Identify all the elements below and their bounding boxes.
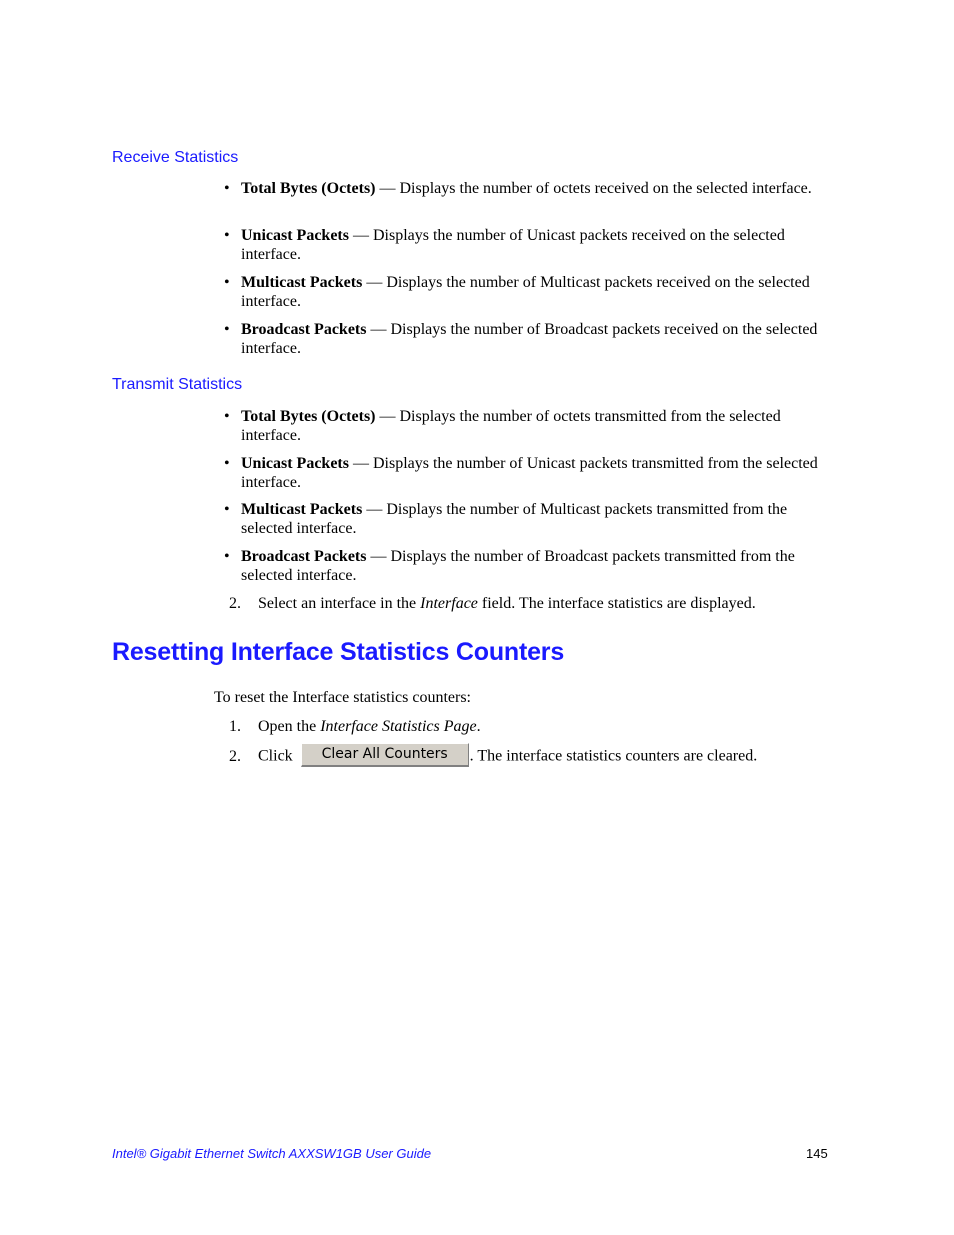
interface-statistics-page-reference: Interface Statistics Page bbox=[320, 718, 477, 735]
step-click-clear: 2. Click Clear All Counters . The interface statistics counters are cleared. bbox=[229, 745, 757, 769]
item-description: — Displays the number of Broadcast packets received on the selected interface. bbox=[241, 321, 818, 357]
item-term: Total Bytes (Octets) bbox=[241, 408, 376, 425]
item-term: Unicast Packets bbox=[241, 227, 349, 244]
item-description: — Displays the number of Broadcast packets transmitted from the selected interface. bbox=[241, 548, 795, 584]
item-term: Broadcast Packets bbox=[241, 548, 367, 565]
step-select-interface: 2. Select an interface in the Interface field. The interface statistics are displayed. bbox=[229, 595, 756, 612]
resetting-counters-heading: Resetting Interface Statistics Counters bbox=[112, 638, 565, 666]
receive-statistics-heading: Receive Statistics bbox=[112, 149, 239, 166]
step-number: 2. bbox=[229, 747, 241, 765]
transmit-statistics-heading: Transmit Statistics bbox=[112, 376, 243, 393]
step-open-page: 1. Open the Interface Statistics Page. bbox=[229, 718, 481, 735]
document-page: Receive Statistics • Total Bytes (Octets) — Displays the number of octets received on the selected interface. • Unicast Packets — Displays the number of Unicast packets received on the selected interface. • Multicast Packets — Displays the number of Multicast packets received on the selected interface. • Broadcast Packets — Displays the number of Broadcast packets received on the selected interface. Transmit Statistics • Total Bytes (Octets) — Displays the number of octets transmitted from the selected interface. • Unicast Packets — Displays the number of Unicast packets transmitted from the selected interface. • Multicast Packets — Displays the number of Multicast packets transmitted from the selected interface. • Broadcast Packets — Displays the number of Broadcast packets transmitted from the selected interface. 2. Select an interface in the Interface field. The interface statistics are displayed. Resetting Interface Statistics Counters To reset the Interface statistics counters: 1. Open the Interface Statistics Page. 2. Click Clear All Counters . The interface statistics counters are cleared. Intel® Gigabit Ethernet Switch AXXSW1GB User Guide 145 bbox=[112, 149, 828, 1161]
item-description: — Displays the number of Unicast packets received on the selected interface. bbox=[241, 227, 785, 263]
item-description: — Displays the number of Multicast packets transmitted from the selected interface. bbox=[241, 501, 788, 537]
item-description: — Displays the number of octets received on the selected interface. bbox=[375, 180, 812, 197]
step-number: 1. bbox=[229, 718, 241, 735]
reset-intro-text: To reset the Interface statistics counters: bbox=[214, 689, 471, 706]
footer-page-number: 145 bbox=[806, 1146, 828, 1161]
item-term: Multicast Packets bbox=[241, 274, 363, 291]
clear-all-counters-button[interactable]: Clear All Counters bbox=[301, 743, 469, 767]
footer-document-title: Intel® Gigabit Ethernet Switch AXXSW1GB User Guide bbox=[112, 1146, 432, 1161]
step-number: 2. bbox=[229, 595, 241, 612]
item-term: Broadcast Packets bbox=[241, 321, 367, 338]
item-description: — Displays the number of Unicast packets transmitted from the selected interface. bbox=[241, 455, 818, 491]
item-term: Multicast Packets bbox=[241, 501, 363, 518]
item-description: — Displays the number of octets transmitted from the selected interface. bbox=[241, 408, 781, 444]
interface-field-reference: Interface bbox=[420, 595, 478, 612]
item-term: Unicast Packets bbox=[241, 455, 349, 472]
item-term: Total Bytes (Octets) bbox=[241, 180, 376, 197]
item-description: — Displays the number of Multicast packets received on the selected interface. bbox=[241, 274, 810, 310]
